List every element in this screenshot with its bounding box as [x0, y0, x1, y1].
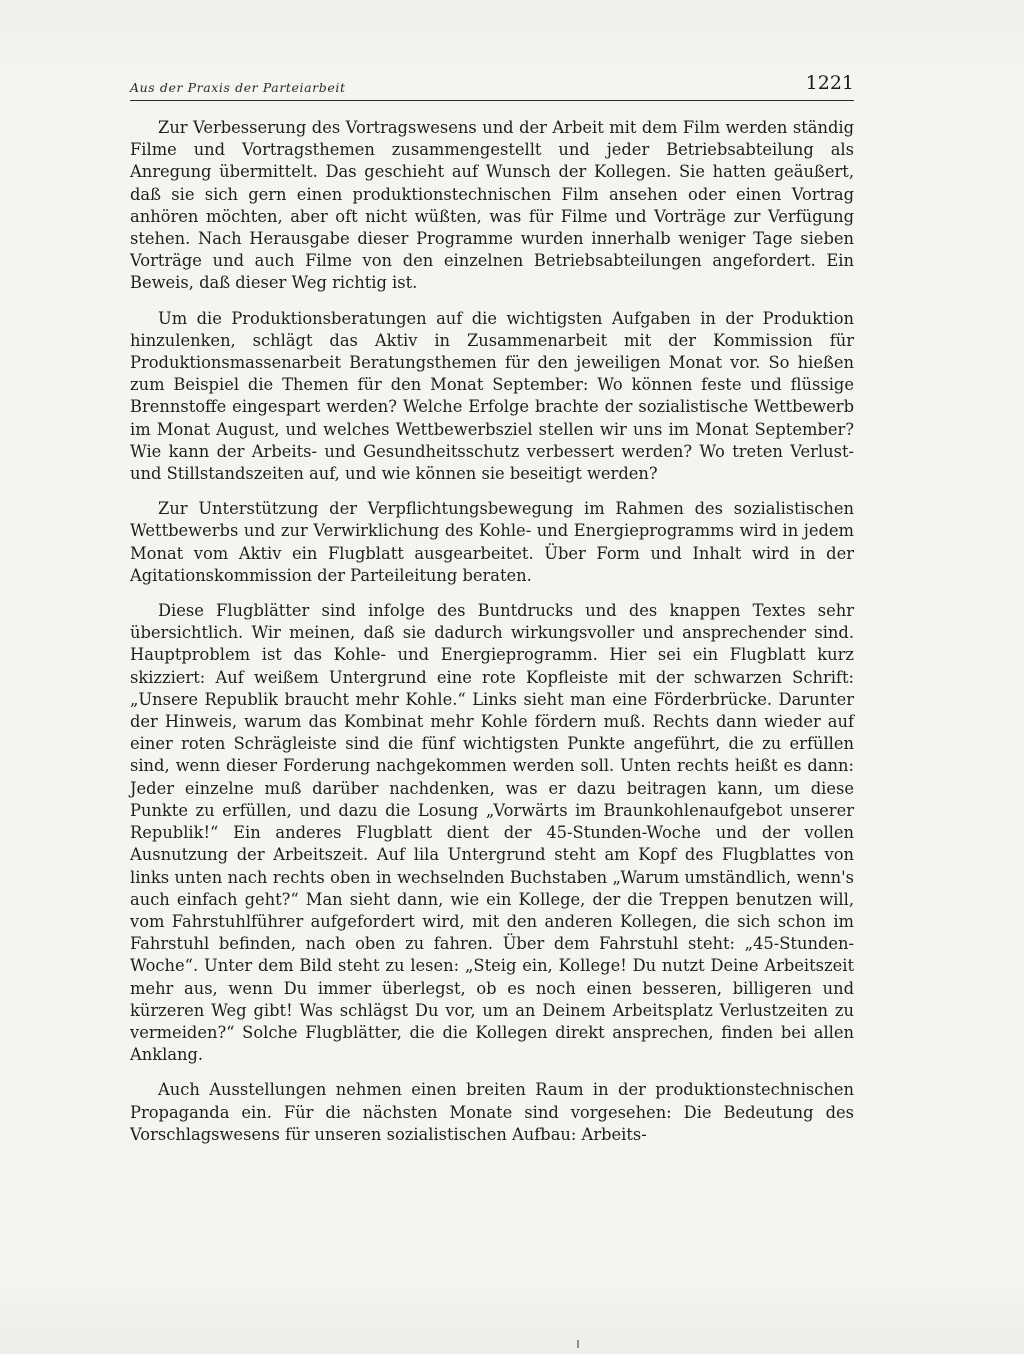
scan-speck [577, 1340, 579, 1348]
paragraph-2: Um die Produktionsberatungen auf die wichtigsten Aufgaben in der Produktion hinzulenken, schlägt das Aktiv in Zusammenarbeit mit der Kommission für Produktionsmassenarbeit Beratungsthemen für den jeweiligen Monat vor. So hießen zum Beispiel die Themen für den Monat September: Wo können feste und flüssige Brennstoffe eingespart werden? Welche Erfolge brachte der sozialistische Wettbewerb im Monat August, und welches Wettbewerbsziel stellen wir uns im Monat September? Wie kann der Arbeits- und Gesundheitsschutz verbessert werden? Wo treten Verlust- und Stillstandszeiten auf, und wie können sie beseitigt werden? [130, 308, 854, 484]
paragraph-4: Diese Flugblätter sind infolge des Buntdrucks und des knappen Textes sehr übersichtlich. Wir meinen, daß sie dadurch wirkungsvoller und ansprechender sind. Hauptproblem ist das Kohle- und Energieprogramm. Hier sei ein Flugblatt kurz skizziert: Auf weißem Untergrund eine rote Kopfleiste mit der schwarzen Schrift: „Unsere Republik braucht mehr Kohle.“ Links sieht man eine Förderbrücke. Darunter der Hinweis, warum das Kombinat mehr Kohle fördern muß. Rechts dann wieder auf einer roten Schrägleiste sind die fünf wichtigsten Punkte angeführt, die zu erfüllen sind, wenn dieser Forderung nachgekommen werden soll. Unten rechts heißt es dann: Jeder einzelne muß darüber nachdenken, was er dazu beitragen kann, um diese Punkte zu erfüllen, und dazu die Losung „Vorwärts im Braunkohlenaufgebot unserer Republik!“ Ein anderes Flugblatt dient der 45-Stunden-Woche und der vollen Ausnutzung der Arbeitszeit. Auf lila Untergrund steht am Kopf des Flugblattes von links unten nach rechts oben in wechselnden Buchstaben „Warum umständlich, wenn's auch einfach geht?“ Man sieht dann, wie ein Kollege, der die Treppen benutzen will, vom Fahrstuhlführer aufgefordert wird, mit den anderen Kollegen, die sich schon im Fahrstuhl befinden, nach oben zu fahren. Über dem Fahrstuhl steht: „45-Stunden-Woche“. Unter dem Bild steht zu lesen: „Steig ein, Kollege! Du nutzt Deine Arbeitszeit mehr aus, wenn Du immer überlegst, ob es noch einen besseren, billigeren und kürzeren Weg gibt! Was schlägst Du vor, um an Deinem Arbeitsplatz Verlustzeiten zu vermeiden?“ Solche Flugblätter, die die Kollegen direkt ansprechen, finden bei allen Anklang. [130, 601, 854, 1065]
body-text [130, 117, 854, 1146]
paragraph-1: Zur Verbesserung des Vortragswesens und der Arbeit mit dem Film werden ständig Filme und Vortragsthemen zusammengestellt und jeder Betriebsabteilung als Anregung übermittelt. Das geschieht auf Wunsch der Kollegen. Sie hatten geäußert, daß sie sich gern einen produktionstechnischen Film ansehen oder einen Vortrag anhören möchten, aber oft nicht wüßten, was für Filme und Vorträge zur Verfügung stehen. Nach Herausgabe dieser Programme wurden innerhalb weniger Tage sieben Vorträge und auch Filme von den einzelnen Betriebsabteilungen angefordert. Ein Beweis, daß dieser Weg richtig ist. [130, 118, 854, 293]
running-header [130, 66, 854, 101]
page-number: 1221 [805, 72, 854, 94]
page-content [130, 66, 854, 1159]
running-title: Aus der Praxis der Parteiarbeit [130, 80, 346, 95]
paragraph-3: Zur Unterstützung der Verpflichtungsbewegung im Rahmen des sozialistischen Wettbewerbs und zur Verwirklichung des Kohle- und Energieprogramms wird in jedem Monat vom Aktiv ein Flugblatt ausgearbeitet. Über Form und Inhalt wird in der Agitationskommission der Parteileitung beraten. [130, 499, 854, 585]
paragraph-5: Auch Ausstellungen nehmen einen breiten Raum in der produktionstechnischen Propaganda ein. Für die nächsten Monate sind vorgesehen: Die Bedeutung des Vorschlagswesens für unseren sozialistischen Aufbau: Arbeits- [130, 1080, 854, 1144]
